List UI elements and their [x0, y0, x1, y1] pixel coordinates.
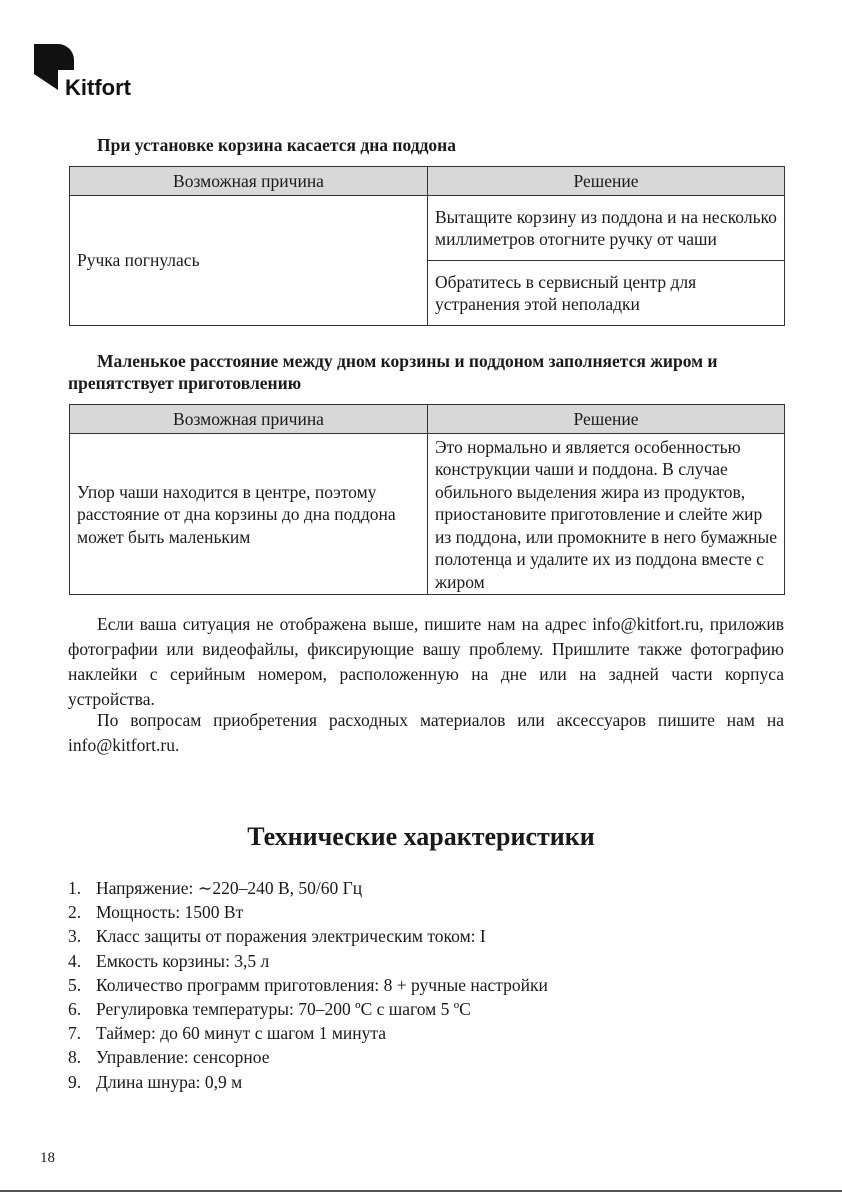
bottom-rule — [0, 1190, 842, 1192]
troubleshoot-table-2 — [69, 404, 785, 595]
spec-item: 6. Регулировка температуры: 70–200 ºC с шагом 5 ºC — [68, 999, 471, 1020]
spec-item: 8. Управление: сенсорное — [68, 1047, 270, 1068]
spec-item: 4. Емкость корзины: 3,5 л — [68, 950, 270, 971]
brand-name: Kitfort — [65, 75, 131, 100]
table2-header-cause: Возможная причина — [70, 405, 428, 434]
spec-item: 2. Мощность: 1500 Вт — [68, 902, 244, 923]
spec-item: 7. Таймер: до 60 минут с шагом 1 минута — [68, 1023, 386, 1044]
spec-item: 9. Длина шнура: 0,9 м — [68, 1071, 243, 1092]
table1-header-solution: Решение — [428, 167, 785, 196]
spec-item: 1. Напряжение: ∼220–240 В, 50/60 Гц — [68, 878, 363, 898]
troubleshoot-table-1 — [69, 166, 785, 326]
table2-solution: Это нормально и является особенностью конструкции чаши и поддона. В случае обильного выделения жира из продуктов, приостановите приготовление и слейте жир из поддона, или промокните в него бумажные полотенца и удалите их из поддона вместе с жиром — [428, 433, 785, 595]
table1-solution-1: Вытащите корзину из поддона и на несколько миллиметров отогните ручку от чаши — [428, 195, 785, 260]
spec-item: 3. Класс защиты от поражения электрическим током: I — [68, 926, 486, 947]
contact-paragraph-2: По вопросам приобретения расходных материалов или аксессуаров пишите нам на info@kitfort.ru. — [68, 710, 784, 755]
table2-cause: Упор чаши находится в центре, поэтому расстояние от дна корзины до дна поддона может быть маленьким — [70, 433, 428, 595]
table1-cause: Ручка погнулась — [70, 195, 428, 325]
section2-heading: Маленькое расстояние между дном корзины и поддоном заполняется жиром и препятствует приготовлению — [68, 351, 718, 393]
contact-paragraph-1: Если ваша ситуация не отображена выше, пишите нам на адрес info@kitfort.ru, приложив фотографии или видеофайлы, фиксирующие вашу проблему. Пришлите также фотографию наклейки с серийным номером, расположенную на дне или на задней части корпуса устройства. — [68, 614, 784, 709]
table1-header-cause: Возможная причина — [70, 167, 428, 196]
section1-heading: При установке корзина касается дна поддона — [97, 135, 457, 155]
specs-list — [68, 876, 548, 1094]
page-number: 18 — [40, 1150, 55, 1166]
table2-header-solution: Решение — [428, 405, 785, 434]
table1-solution-2: Обратитесь в сервисный центр для устранения этой неполадки — [428, 260, 785, 325]
specs-title: Технические характеристики — [247, 822, 595, 851]
spec-item: 5. Количество программ приготовления: 8 + ручные настройки — [68, 974, 548, 995]
